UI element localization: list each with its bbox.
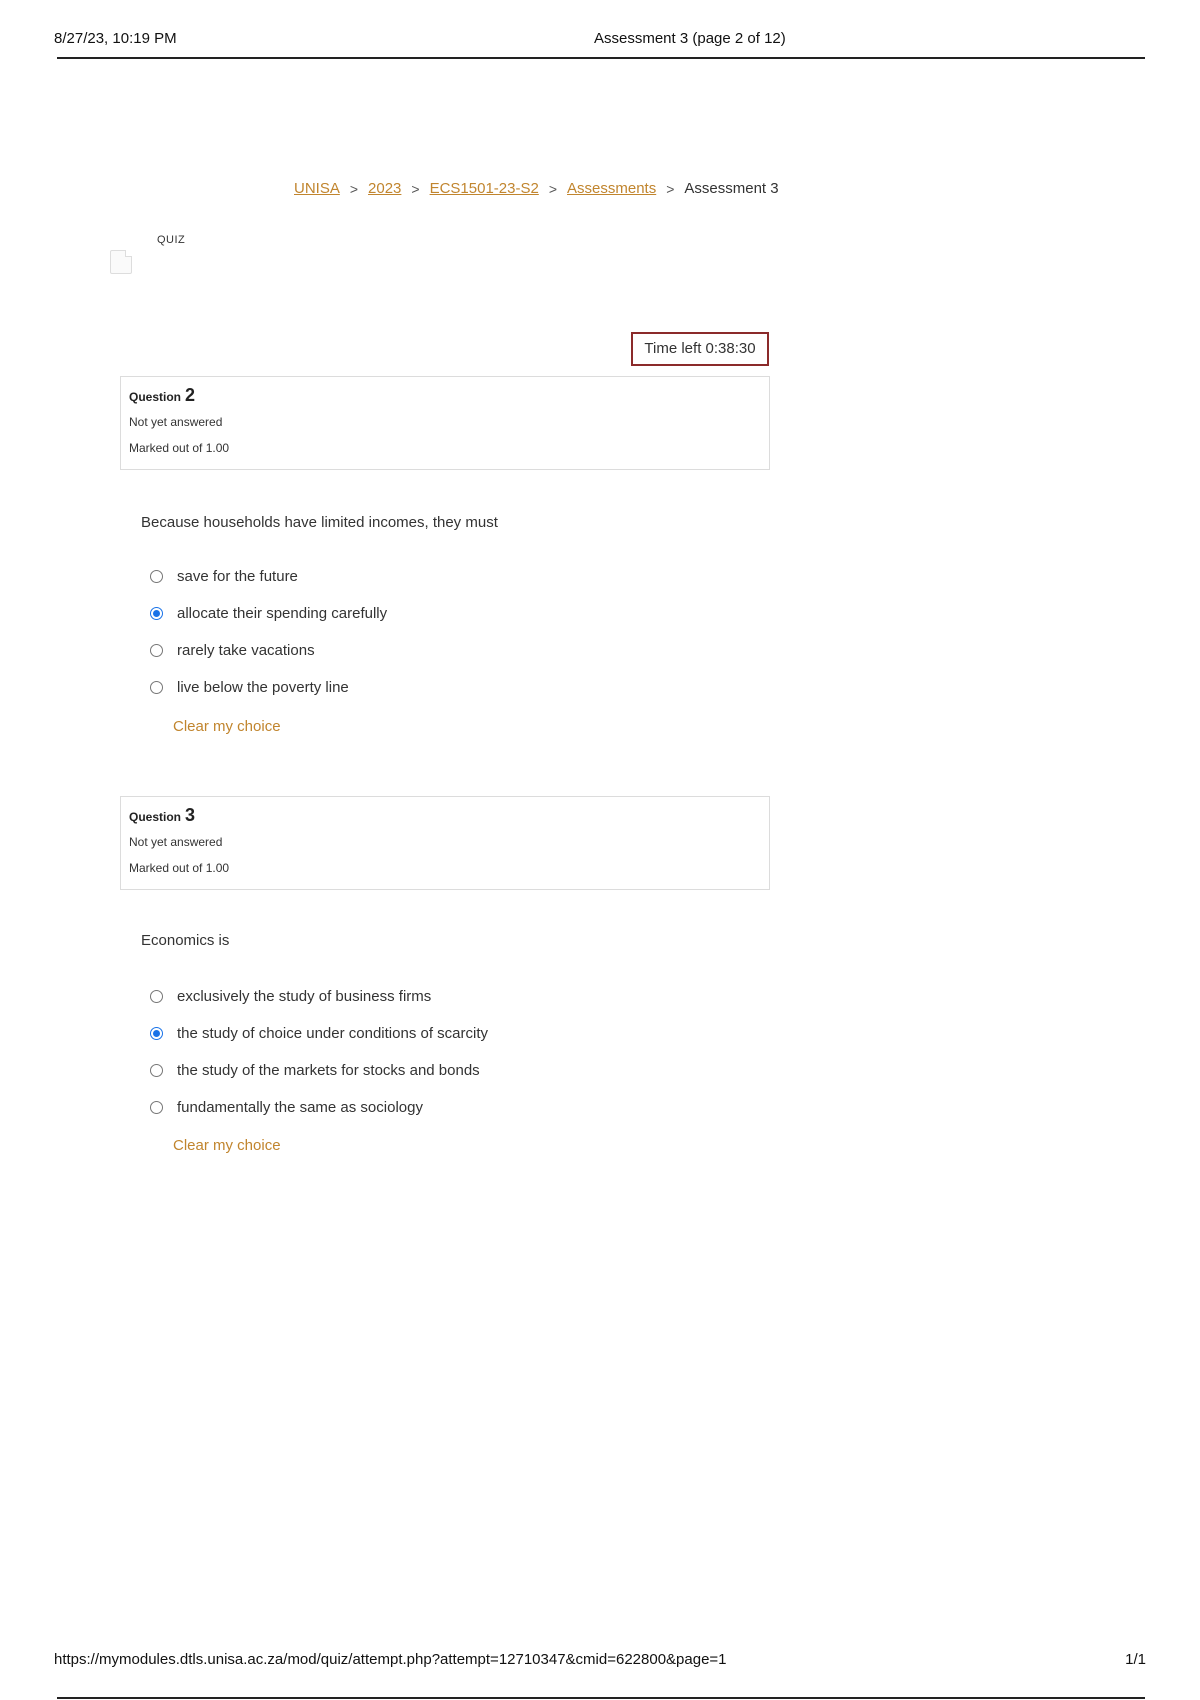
- print-page-title: Assessment 3 (page 2 of 12): [594, 30, 786, 47]
- quiz-document-icon: [110, 250, 132, 274]
- print-page-number: 1/1: [1125, 1651, 1146, 1668]
- header-divider: [57, 57, 1145, 59]
- breadcrumb-link-year[interactable]: 2023: [368, 180, 402, 197]
- time-left-timer: Time left 0:38:30: [631, 332, 769, 366]
- answer-option-label: rarely take vacations: [177, 642, 315, 659]
- radio-button[interactable]: [150, 990, 163, 1003]
- chevron-right-icon: >: [666, 180, 675, 197]
- answer-option[interactable]: [150, 978, 488, 1015]
- radio-button[interactable]: [150, 1064, 163, 1077]
- print-page-url: https://mymodules.dtls.unisa.ac.za/mod/quiz/attempt.php?attempt=12710347&cmid=622800&page=1: [54, 1651, 727, 1668]
- radio-button-selected[interactable]: [150, 607, 163, 620]
- footer-divider: [57, 1697, 1145, 1699]
- radio-button[interactable]: [150, 681, 163, 694]
- answer-option-label: allocate their spending carefully: [177, 605, 388, 622]
- radio-button[interactable]: [150, 644, 163, 657]
- activity-type-label: QUIZ: [157, 234, 186, 246]
- clear-choice-link[interactable]: Clear my choice: [173, 1137, 281, 1154]
- chevron-right-icon: >: [349, 180, 359, 197]
- answer-option-label: the study of the markets for stocks and bonds: [177, 1062, 480, 1079]
- answer-option[interactable]: [150, 1052, 488, 1089]
- answer-option[interactable]: [150, 558, 387, 595]
- answer-option-label: exclusively the study of business firms: [177, 988, 432, 1005]
- question-status: Not yet answered: [129, 415, 223, 429]
- answer-options: [150, 558, 387, 706]
- clear-choice-link[interactable]: Clear my choice: [173, 718, 281, 735]
- print-datetime: 8/27/23, 10:19 PM: [54, 30, 177, 47]
- chevron-right-icon: >: [548, 180, 558, 197]
- breadcrumb-link-course[interactable]: ECS1501-23-S2: [429, 180, 539, 197]
- breadcrumb: [294, 180, 779, 197]
- breadcrumb-link-unisa[interactable]: UNISA: [294, 180, 340, 197]
- question-status: Not yet answered: [129, 835, 223, 849]
- breadcrumb-current: Assessment 3: [684, 180, 779, 197]
- radio-button[interactable]: [150, 1101, 163, 1114]
- question-text: Because households have limited incomes, they must: [141, 514, 498, 531]
- chevron-right-icon: >: [411, 180, 420, 197]
- answer-option-label: the study of choice under conditions of scarcity: [177, 1025, 489, 1042]
- answer-option-label: live below the poverty line: [177, 679, 349, 696]
- question-text: Economics is: [141, 932, 230, 949]
- answer-option[interactable]: [150, 1015, 488, 1052]
- answer-options: [150, 978, 488, 1126]
- answer-option[interactable]: [150, 669, 387, 706]
- answer-option-label: save for the future: [177, 568, 298, 585]
- answer-option[interactable]: [150, 1089, 488, 1126]
- breadcrumb-link-assessments[interactable]: Assessments: [567, 180, 657, 197]
- print-header: [54, 28, 1146, 58]
- answer-option[interactable]: [150, 595, 387, 632]
- answer-option-label: fundamentally the same as sociology: [177, 1099, 423, 1116]
- question-number: Question 3: [129, 805, 196, 825]
- question-info-box: [120, 796, 770, 890]
- question-info-box: [120, 376, 770, 470]
- radio-button-selected[interactable]: [150, 1027, 163, 1040]
- question-marks: Marked out of 1.00: [129, 861, 230, 875]
- question-marks: Marked out of 1.00: [129, 441, 230, 455]
- question-number: Question 2: [129, 385, 196, 405]
- answer-option[interactable]: [150, 632, 387, 669]
- radio-button[interactable]: [150, 570, 163, 583]
